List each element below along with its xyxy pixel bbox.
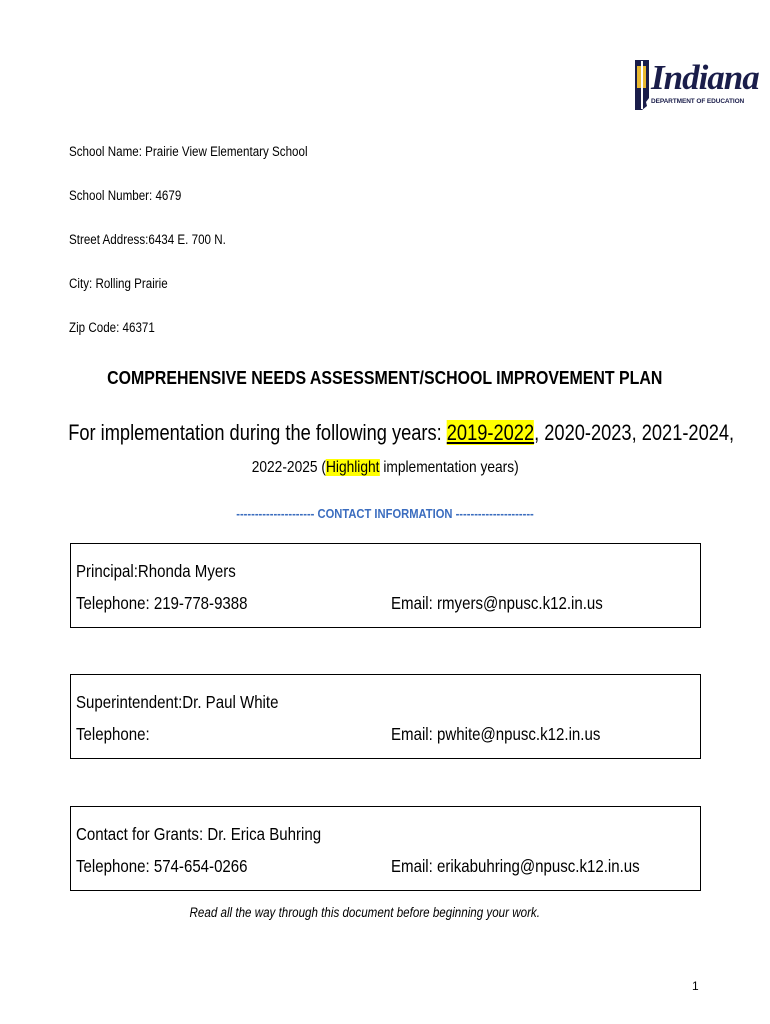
contact-email: Email: pwhite@npusc.k12.in.us (391, 724, 601, 744)
implementation-years-line-2 (0, 457, 770, 479)
highlight-word: Highlight (325, 459, 380, 476)
instruction-note-wrapper (0, 904, 730, 922)
contact-telephone: Telephone: (76, 724, 150, 744)
city-line: City: Rolling Prairie (69, 276, 168, 291)
contact-telephone: Telephone: 219-778-9388 (76, 593, 248, 613)
school-name-line: School Name: Prairie View Elementary School (69, 144, 308, 159)
contact-name: Principal:Rhonda Myers (76, 561, 236, 581)
implementation-line2-end: implementation years) (379, 459, 519, 476)
highlighted-year: 2019-2022 (446, 420, 535, 445)
superintendent-contact-box (70, 674, 701, 759)
logo-subtitle: DEPARTMENT OF EDUCATION (651, 98, 745, 105)
principal-contact-box (70, 543, 701, 628)
street-address-line: Street Address:6434 E. 700 N. (69, 232, 226, 247)
implementation-other-years: , 2020-2023, 2021-2024, (534, 420, 735, 445)
contact-information-heading-wrapper (0, 505, 770, 523)
contact-telephone: Telephone: 574-654-0266 (76, 856, 248, 876)
contact-name: Superintendent:Dr. Paul White (76, 692, 279, 712)
contact-name: Contact for Grants: Dr. Erica Buhring (76, 824, 322, 844)
logo-wordmark: Indiana (651, 58, 759, 97)
grants-contact-box (70, 806, 701, 891)
school-number-line: School Number: 4679 (69, 188, 182, 203)
contact-information-heading: --------------------- CONTACT INFORMATION --------------------- (236, 506, 534, 521)
zip-code-line: Zip Code: 46371 (69, 320, 155, 335)
contact-email: Email: erikabuhring@npusc.k12.in.us (391, 856, 640, 876)
page-number: 1 (692, 979, 699, 993)
document-title: COMPREHENSIVE NEEDS ASSESSMENT/SCHOOL IMPROVEMENT PLAN (107, 367, 663, 388)
document-title-wrapper (0, 366, 770, 390)
instruction-note: Read all the way through this document before beginning your work. (189, 905, 541, 920)
implementation-years-line-1 (0, 419, 770, 447)
implementation-line2-start: 2022-2025 ( (251, 459, 326, 476)
implementation-prefix: For implementation during the following years: (68, 420, 447, 445)
contact-email: Email: rmyers@npusc.k12.in.us (391, 593, 603, 613)
indiana-doe-logo (632, 58, 759, 112)
indiana-state-shape-icon (632, 58, 652, 112)
